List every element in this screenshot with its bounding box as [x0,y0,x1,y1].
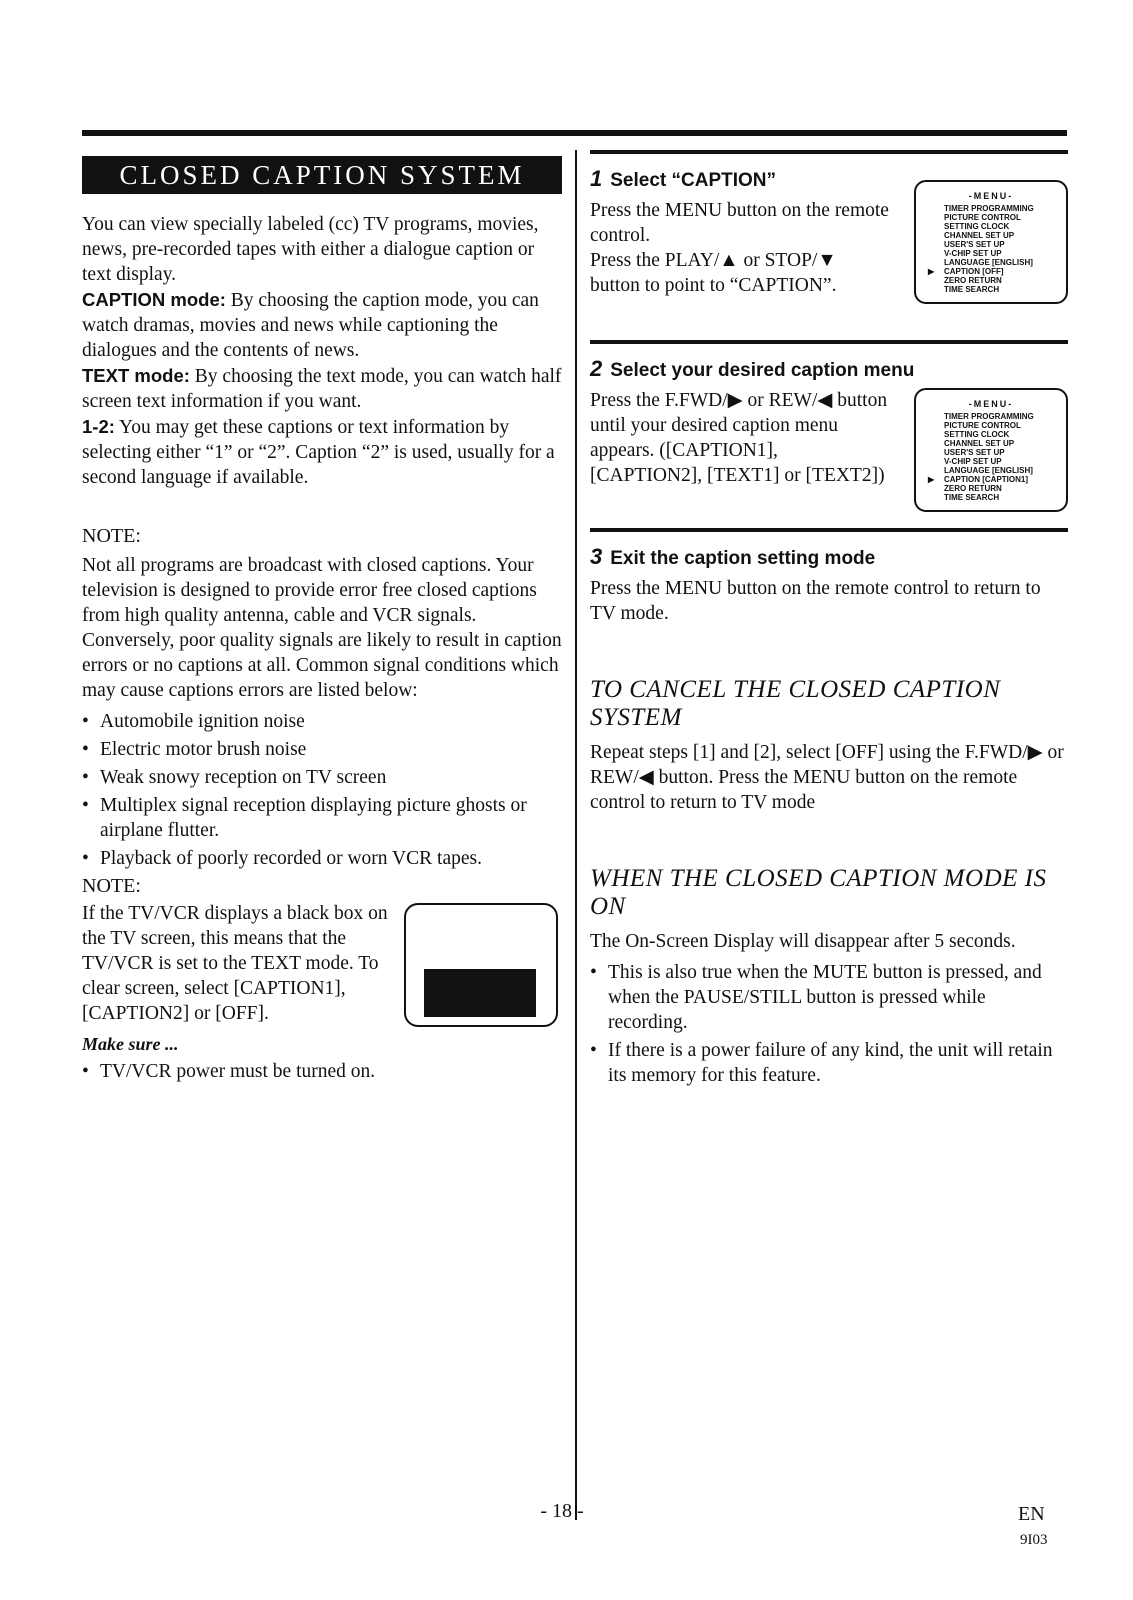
menu-item: CHANNEL SET UP [944,439,1015,448]
note-heading-2: NOTE: [82,875,141,897]
step-3-text: Press the MENU button on the remote control to return to TV mode. [590,578,1041,624]
step-3-heading: 3 Exit the caption setting mode [590,544,876,569]
note-heading: NOTE: [82,525,141,547]
black-box-text: If the TV/VCR displays a black box on the TV screen, this means that the TV/VCR is set to the TEXT mode. To clear screen, select [CAPTION1], [CAPTION2] or [OFF]. [82,903,388,1024]
when-on-heading: WHEN THE CLOSED CAPTION MODE IS ON [590,865,1047,920]
make-sure-list [82,1059,562,1084]
step-2-heading: 2 Select your desired caption menu [590,356,915,381]
menu-item-selected: ▶ CAPTION [CAPTION1] [928,475,1028,484]
left-column [82,150,562,1087]
step-1-body [590,191,1068,318]
menu-item: USER'S SET UP [944,240,1005,249]
step-1-text-1: Press the MENU button on the remote control. [590,200,889,246]
menu-screen-illustration [914,180,1068,304]
menu-item: TIMER PROGRAMMING [944,204,1034,213]
step-rule [590,340,1068,344]
column-divider [575,150,577,1520]
error-conditions-list [82,709,562,871]
text-mode-label: TEXT mode: [82,365,190,386]
menu-item: ZERO RETURN [944,484,1002,493]
when-on-list [590,960,1068,1088]
list-item: • If there is a power failure of any kind, the unit will retain its memory for this feature. [590,1040,1053,1086]
list-item: • Automobile ignition noise [82,711,305,732]
menu-item: TIME SEARCH [944,493,1000,502]
step-rule [590,528,1068,532]
bullet-icon: • [82,767,89,788]
black-text-box [424,969,536,1017]
black-box-note [82,901,562,1026]
note-text: Not all programs are broadcast with closed captions. Your television is designed to provide error free closed captions from high quality antenna, cable and VCR signals. Conversely, poor quality signals are likely to result in caption errors or no captions at all. Common signal conditions which may cause captions errors are listed below: [82,555,562,701]
menu-item: V-CHIP SET UP [944,457,1002,466]
menu-item: SETTING CLOCK [944,430,1010,439]
menu-item: PICTURE CONTROL [944,213,1021,222]
step-1-text-2: Press the PLAY/▲ or STOP/▼ button to point to “CAPTION”. [590,250,837,296]
menu-item: PICTURE CONTROL [944,421,1021,430]
step-2-body [590,388,1068,518]
menu-item-selected: ▶ CAPTION [OFF] [928,267,1004,276]
list-item: • Playback of poorly recorded or worn VCR tapes. [82,848,482,869]
menu-item: V-CHIP SET UP [944,249,1002,258]
pointer-icon: ▶ [928,267,935,276]
caption-mode-text: By choosing the caption mode, you can watch dramas, movies and news while captioning the dialogues and the contents of news. [82,290,539,361]
menu-item: USER'S SET UP [944,448,1005,457]
cancel-text: Repeat steps [1] and [2], select [OFF] using the F.FWD/▶ or REW/◀ button. Press the MENU button on the remote control to return to TV mode [590,742,1064,813]
tv-screen-illustration [404,903,558,1027]
step-1-heading: 1 Select “CAPTION” [590,166,777,191]
step-2-text: Press the F.FWD/▶ or REW/◀ button until your desired caption menu appears. ([CAPTION1], [CAPTION2], [TEXT1] or [TEXT2]) [590,390,888,486]
list-item: • This is also true when the MUTE button is pressed, and when the PAUSE/STILL button is pressed while recording. [590,962,1042,1033]
document-code: 9I03 [1020,1532,1048,1548]
section-title: CLOSED CAPTION SYSTEM [82,156,562,194]
text-mode-paragraph [82,363,562,414]
bullet-icon: • [82,739,89,760]
bullet-icon: • [590,962,597,983]
page-number: - 18 - [540,1500,584,1522]
menu-header: -MENU- [968,399,1014,409]
one-two-text: You may get these captions or text information by selecting either “1” or “2”. Caption “2” is used, usually for a second language if available. [82,417,555,488]
menu-item: SETTING CLOCK [944,222,1010,231]
pointer-icon: ▶ [928,475,935,484]
right-column [590,150,1068,1091]
intro-text: You can view specially labeled (cc) TV programs, movies, news, pre-recorded tapes with either a dialogue caption or text display. [82,214,539,285]
menu-item: CHANNEL SET UP [944,231,1015,240]
bullet-icon: • [590,1040,597,1061]
make-sure-heading: Make sure ... [82,1034,179,1054]
bullet-icon: • [82,1061,89,1082]
menu-header: -MENU- [968,191,1014,201]
menu-item: ZERO RETURN [944,276,1002,285]
list-item: • TV/VCR power must be turned on. [82,1061,376,1082]
bullet-icon: • [82,711,89,732]
list-item: • Electric motor brush noise [82,739,307,760]
list-item: • Weak snowy reception on TV screen [82,767,387,788]
caption-mode-paragraph [82,287,562,363]
one-two-label: 1-2: [82,416,115,437]
step-number: 1 [590,166,603,191]
menu-item: TIMER PROGRAMMING [944,412,1034,421]
menu-screen-illustration [914,388,1068,512]
menu-item: LANGUAGE [ENGLISH] [944,258,1033,267]
one-two-paragraph [82,414,562,490]
step-number: 3 [590,544,603,569]
menu-item: LANGUAGE [ENGLISH] [944,466,1033,475]
language-code: EN [1018,1503,1045,1525]
caption-mode-label: CAPTION mode: [82,289,226,310]
text-mode-text: By choosing the text mode, you can watch half screen text information if you want. [82,366,562,412]
step-rule [590,150,1068,154]
step-number: 2 [590,356,603,381]
menu-item: TIME SEARCH [944,285,1000,294]
cancel-heading: TO CANCEL THE CLOSED CAPTION SYSTEM [590,676,1001,731]
list-item: • Multiplex signal reception displaying picture ghosts or airplane flutter. [82,795,527,841]
bullet-icon: • [82,848,89,869]
bullet-icon: • [82,795,89,816]
when-on-text: The On-Screen Display will disappear after 5 seconds. [590,931,1016,952]
top-rule [82,130,1067,136]
